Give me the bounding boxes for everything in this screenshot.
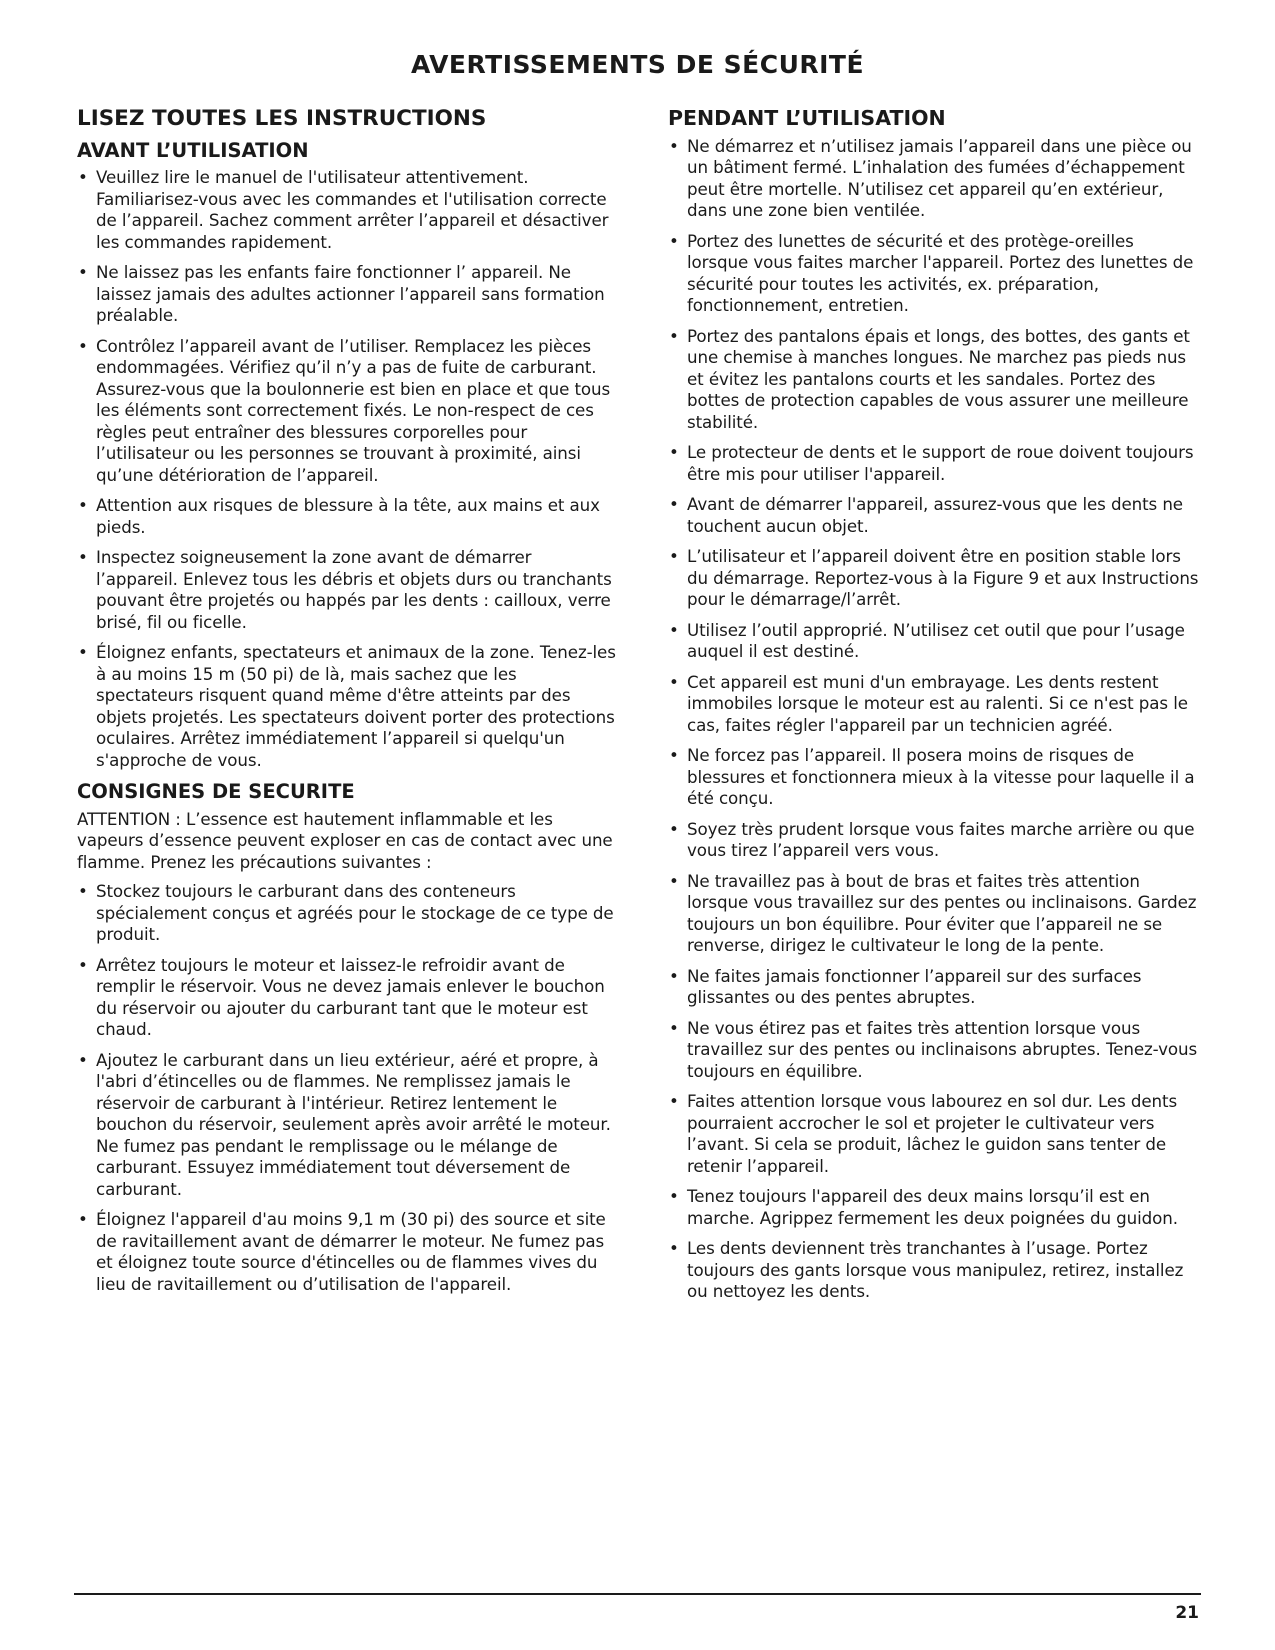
subsection-heading-avant: AVANT L’UTILISATION [77, 138, 309, 162]
list-item: • Le protecteur de dents et le support de roue doivent toujours être mis pour utiliser l'appareil. [668, 442, 1200, 485]
list-item: • Ne vous étirez pas et faites très attention lorsque vous travaillez sur des pentes ou inclinaisons abruptes. Tenez-vous toujours en équilibre. [668, 1018, 1200, 1083]
page-title: AVERTISSEMENTS DE SÉCURITÉ [410, 50, 865, 79]
list-item: • Arrêtez toujours le moteur et laissez-le refroidir avant de remplir le réservoir. Vous ne devez jamais enlever le bouchon du réservoir ou ajouter du carburant tant que le moteur est chaud. [77, 955, 617, 1041]
list-item: • Inspectez soigneusement la zone avant de démarrer l’appareil. Enlevez tous les débris et objets durs ou tranchants pouvant être projetés ou happés par les dents : cailloux, verre brisé, fil ou ficelle. [77, 547, 617, 633]
list-item: • Faites attention lorsque vous labourez en sol dur. Les dents pourraient accrocher le sol et projeter le cultivateur vers l’avant. Si cela se produit, lâchez le guidon sans tenter de retenir l’appareil. [668, 1091, 1200, 1177]
pendant-list [668, 136, 1200, 1303]
page-number: 21 [1175, 1603, 1199, 1623]
list-item: • Portez des lunettes de sécurité et des protège-oreilles lorsque vous faites marcher l'appareil. Portez des lunettes de sécurité pour toutes les activités, ex. préparation, fonctionnement, entretien. [668, 231, 1200, 317]
list-item: • Veuillez lire le manuel de l'utilisateur attentivement. Familiarisez-vous avec les commandes et l'utilisation correcte de l’appareil. Sachez comment arrêter l’appareil et désactiver les commandes rapidement. [77, 167, 617, 253]
left-column [77, 106, 617, 1304]
list-item: • Ne faites jamais fonctionner l’appareil sur des surfaces glissantes ou des pentes abruptes. [668, 966, 1200, 1009]
avant-list [77, 167, 617, 771]
list-item: • Ne forcez pas l’appareil. Il posera moins de risques de blessures et fonctionnera mieux à la vitesse pour laquelle il a été conçu. [668, 745, 1200, 810]
list-item: • Ne démarrez et n’utilisez jamais l’appareil dans une pièce ou un bâtiment fermé. L’inhalation des fumées d’échappement peut être mortelle. N’utilisez cet appareil qu’en extérieur, dans une zone bien ventilée. [668, 136, 1200, 222]
list-item: • Soyez très prudent lorsque vous faites marche arrière ou que vous tirez l’appareil vers vous. [668, 819, 1200, 862]
list-item: • Portez des pantalons épais et longs, des bottes, des gants et une chemise à manches longues. Ne marchez pas pieds nus et évitez les pantalons courts et les sandales. Portez des bottes de protection capables de vous assurer une meilleure stabilité. [668, 326, 1200, 434]
list-item: • Tenez toujours l'appareil des deux mains lorsqu’il est en marche. Agrippez fermement les deux poignées du guidon. [668, 1186, 1200, 1229]
list-item: • Éloignez enfants, spectateurs et animaux de la zone. Tenez-les à au moins 15 m (50 pi) de là, mais sachez que les spectateurs risquent quand même d'être atteints par des objets projetés. Les spectateurs doivent porter des protections oculaires. Arrêtez immédiatement l’appareil si quelqu'un s'approche de vous. [77, 642, 617, 771]
list-item: • Les dents deviennent très tranchantes à l’usage. Portez toujours des gants lorsque vous manipulez, retirez, installez ou nettoyez les dents. [668, 1238, 1200, 1303]
subsection-heading-consignes: CONSIGNES DE SECURITE [77, 780, 355, 804]
consignes-intro: ATTENTION : L’essence est hautement inflammable et les vapeurs d’essence peuvent exploser en cas de contact avec une flamme. Prenez les précautions suivantes : [77, 808, 613, 872]
consignes-list [77, 881, 617, 1295]
list-item: • Ne laissez pas les enfants faire fonctionner l’ appareil. Ne laissez jamais des adultes actionner l’appareil sans formation préalable. [77, 262, 617, 327]
list-item: • Ajoutez le carburant dans un lieu extérieur, aéré et propre, à l'abri d’étincelles ou de flammes. Ne remplissez jamais le réservoir de carburant à l'intérieur. Retirez lentement le bouchon du réservoir, seulement après avoir arrêté le moteur. Ne fumez pas pendant le remplissage ou le mélange de carburant. Essuyez immédiatement tout déversement de carburant. [77, 1050, 617, 1201]
list-item: • Attention aux risques de blessure à la tête, aux mains et aux pieds. [77, 495, 617, 538]
section-heading-lisez: LISEZ TOUTES LES INSTRUCTIONS [77, 106, 487, 131]
list-item: • Éloignez l'appareil d'au moins 9,1 m (30 pi) des source et site de ravitaillement avant de démarrer le moteur. Ne fumez pas et éloignez toute source d'étincelles ou de flammes vives du lieu de ravitaillement ou d’utilisation de l'appareil. [77, 1209, 617, 1295]
list-item: • Utilisez l’outil approprié. N’utilisez cet outil que pour l’usage auquel il est destiné. [668, 620, 1200, 663]
list-item: • Cet appareil est muni d'un embrayage. Les dents restent immobiles lorsque le moteur est au ralenti. Si ce n'est pas le cas, faites régler l'appareil par un technicien agréé. [668, 672, 1200, 737]
list-item: • Avant de démarrer l'appareil, assurez-vous que les dents ne touchent aucun objet. [668, 494, 1200, 537]
list-item: • Stockez toujours le carburant dans des conteneurs spécialement conçus et agréés pour le stockage de ce type de produit. [77, 881, 617, 946]
right-column [668, 106, 1200, 1312]
list-item: • L’utilisateur et l’appareil doivent être en position stable lors du démarrage. Reportez-vous à la Figure 9 et aux Instructions pour le démarrage/l’arrêt. [668, 546, 1200, 611]
subsection-heading-pendant: PENDANT L’UTILISATION [668, 106, 946, 130]
list-item: • Ne travaillez pas à bout de bras et faites très attention lorsque vous travaillez sur des pentes ou inclinaisons. Gardez toujours un bon équilibre. Pour éviter que l’appareil ne se renverse, dirigez le cultivateur le long de la pente. [668, 871, 1200, 957]
footer-divider [74, 1593, 1201, 1595]
list-item: • Contrôlez l’appareil avant de l’utiliser. Remplacez les pièces endommagées. Vérifiez qu’il n’y a pas de fuite de carburant. Assurez-vous que la boulonnerie est bien en place et que tous les éléments sont correctement fixés. Le non-respect de ces règles peut entraîner des blessures corporelles pour l’utilisateur ou les personnes se trouvant à proximité, ainsi qu’une détérioration de l’appareil. [77, 336, 617, 487]
